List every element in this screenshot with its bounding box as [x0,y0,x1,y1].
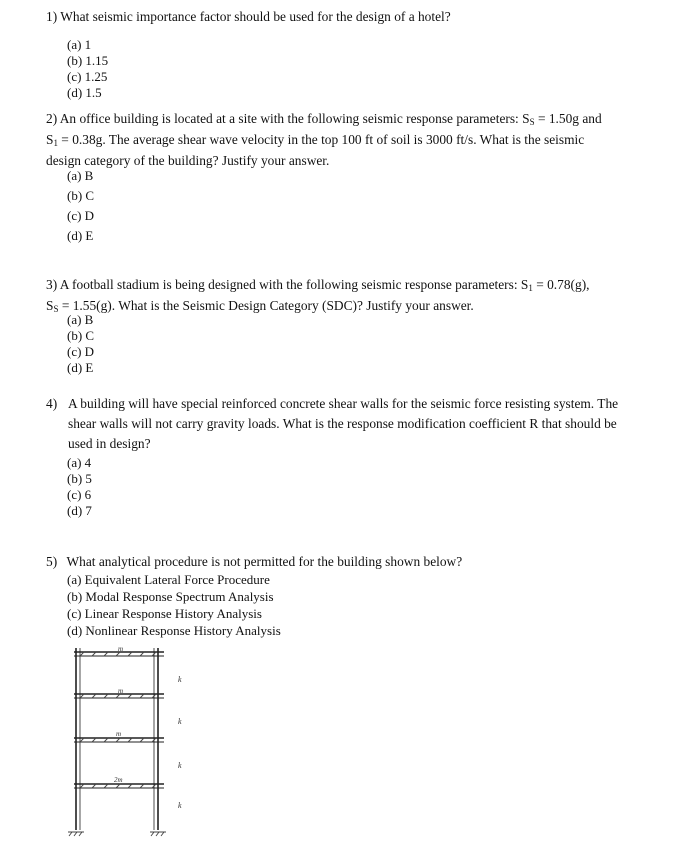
q5-option-b: (b) Modal Response Spectrum Analysis [67,589,274,604]
question-3-sub1: 1 [528,283,533,293]
question-2-line2: = 0.38g. The average shear wave velocity in the top 100 ft of soil is 3000 ft/s. What is the seismic [57,132,585,147]
q5-option-c: (c) Linear Response History Analysis [67,606,262,621]
q5-option-a: (a) Equivalent Lateral Force Procedure [67,572,270,587]
q2-option-b: (b) C [67,188,95,203]
q3-option-c: (c) D [67,344,95,359]
stiffness-label-1: k [178,801,182,810]
question-3-line2-pre: S [46,298,54,313]
question-5-number: 5) [46,554,58,569]
question-4-line2: shear walls will not carry gravity loads. What is the response modification coefficient R that should be [68,416,617,431]
question-5-text: What analytical procedure is not permitted for the building shown below? [66,554,463,569]
question-2-sub2: 1 [53,138,58,148]
question-2-number: 2) [46,111,58,126]
right-support [150,832,166,836]
q4-option-c: (c) 6 [67,487,92,502]
q1-option-a: (a) 1 [67,37,92,52]
stiffness-label-3: k [178,717,182,726]
mass-label-2: m [116,730,122,738]
question-2-text-b: = 1.50g and [534,111,602,126]
q4-option-b: (b) 5 [67,471,92,486]
question-2-sub1: S [529,117,535,127]
question-5 [46,553,462,570]
question-4 [68,395,683,452]
question-3 [46,276,676,318]
building-frame-figure [60,642,200,847]
q3-option-a: (a) B [67,312,94,327]
mass-label-roof: m [118,645,124,653]
floor-beam-2 [74,738,164,742]
q4-option-a: (a) 4 [67,455,92,470]
question-2-line2-pre: S [46,132,54,147]
q3-option-b: (b) C [67,328,95,343]
question-3-sub2: S [53,304,59,314]
q1-option-d: (d) 1.5 [67,85,102,100]
question-4-line3: used in design? [68,436,151,451]
q2-option-a: (a) B [67,168,94,183]
question-1-number: 1) [46,9,58,24]
q4-option-d: (d) 7 [67,503,92,518]
q1-option-b: (b) 1.15 [67,53,109,68]
question-4-number: 4) [46,396,58,411]
question-1 [46,8,451,25]
mass-label-1: 2m [114,776,123,784]
q5-option-d: (d) Nonlinear Response History Analysis [67,623,281,638]
q2-option-d: (d) E [67,228,94,243]
question-2-line3: design category of the building? Justify your answer. [46,153,330,168]
floor-beam-1 [74,784,164,788]
left-support [68,832,84,836]
question-3-number: 3) [46,277,58,292]
question-3-text-a: A football stadium is being designed with the following seismic response parameters: S [59,277,529,292]
question-2 [46,110,676,169]
question-4-line1: A building will have special reinforced concrete shear walls for the seismic force resisting system. The [68,396,619,411]
question-3-line2: = 1.55(g). What is the Seismic Design Category (SDC)? Justify your answer. [58,298,474,313]
stiffness-label-2: k [178,761,182,770]
question-2-text-a: An office building is located at a site with the following seismic response parameters: S [59,111,530,126]
stiffness-label-4: k [178,675,182,684]
q1-option-c: (c) 1.25 [67,69,108,84]
mass-label-3: m [118,687,124,695]
q2-option-c: (c) D [67,208,95,223]
question-1-text: What seismic importance factor should be used for the design of a hotel? [60,9,451,24]
q3-option-d: (d) E [67,360,94,375]
question-3-text-b: = 0.78(g), [532,277,590,292]
